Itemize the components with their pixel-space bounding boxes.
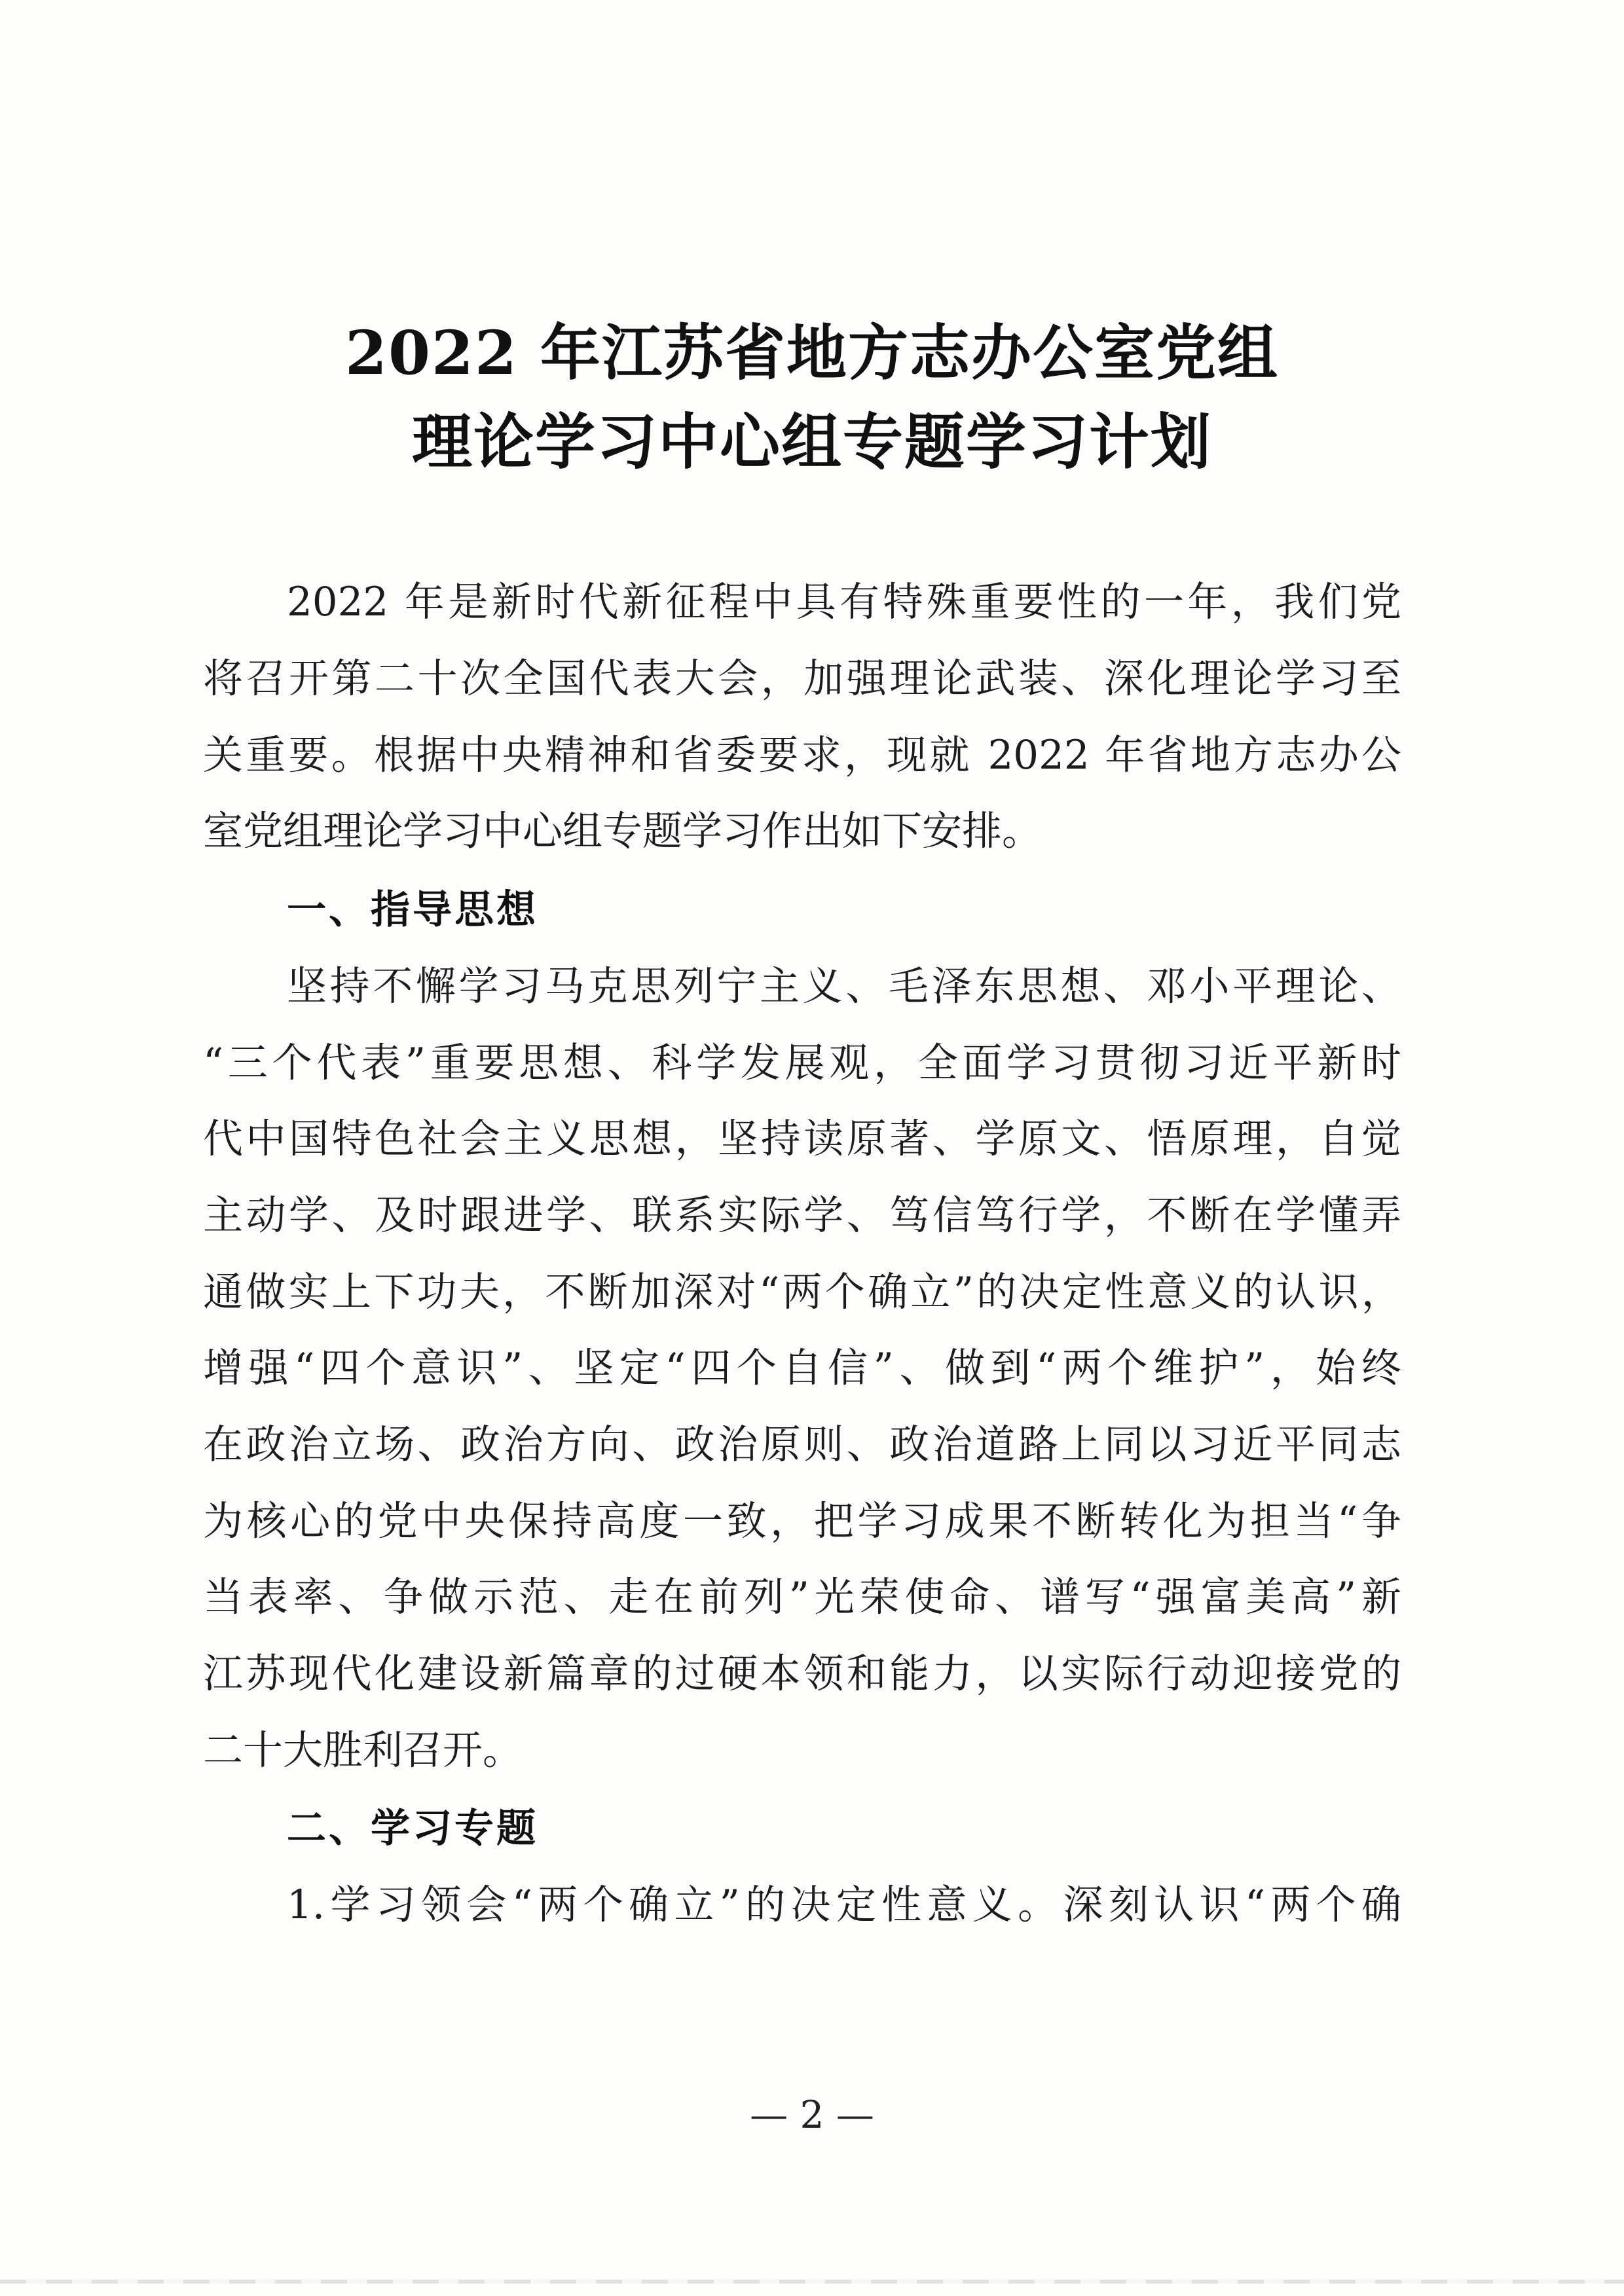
document-title-line-2: 理论学习中心组专题学习计划 — [411, 407, 1212, 477]
section1-line-3: 代中国特色社会主义思想，坚持读原著、学原文、悟原理，自觉 — [203, 1116, 1401, 1162]
section-heading-guiding-thought: 一、指导思想 — [287, 887, 538, 933]
page-number: — 2 — — [750, 2092, 874, 2137]
section1-line-6: 增强“四个意识”、坚定“四个自信”、做到“两个维护”，始终 — [203, 1345, 1401, 1391]
scan-edge-artifact — [0, 2280, 1624, 2284]
section1-line-11: 二十大胜利召开。 — [203, 1727, 523, 1774]
intro-line-4: 室党组理论学习中心组专题学习作出如下安排。 — [203, 808, 1043, 854]
section-heading-study-topics: 二、学习专题 — [287, 1806, 538, 1851]
document-title-line-1: 2022 年江苏省地方志办公室党组 — [344, 318, 1280, 388]
section2-line-1: 1.学习领会“两个确立”的决定性意义。深刻认识“两个确 — [287, 1882, 1401, 1928]
section1-line-8: 为核心的党中央保持高度一致，把学习成果不断转化为担当“争 — [203, 1498, 1401, 1544]
section1-line-2: “三个代表”重要思想、科学发展观，全面学习贯彻习近平新时 — [203, 1040, 1401, 1086]
section1-line-10: 江苏现代化建设新篇章的过硬本领和能力，以实际行动迎接党的 — [203, 1650, 1401, 1697]
section1-line-4: 主动学、及时跟进学、联系实际学、笃信笃行学，不断在学懂弄 — [203, 1192, 1401, 1239]
intro-line-3: 关重要。根据中央精神和省委要求，现就 2022 年省地方志办公 — [203, 732, 1401, 778]
section1-line-5: 通做实上下功夫，不断加深对“两个确立”的决定性意义的认识， — [203, 1269, 1401, 1315]
section1-line-1: 坚持不懈学习马克思列宁主义、毛泽东思想、邓小平理论、 — [287, 963, 1401, 1010]
section1-line-7: 在政治立场、政治方向、政治原则、政治道路上同以习近平同志 — [203, 1421, 1401, 1468]
section1-line-9: 当表率、争做示范、走在前列”光荣使命、谱写“强富美高”新 — [203, 1574, 1401, 1620]
intro-line-2: 将召开第二十次全国代表大会，加强理论武装、深化理论学习至 — [203, 655, 1401, 702]
intro-line-1: 2022 年是新时代新征程中具有特殊重要性的一年，我们党 — [287, 579, 1401, 625]
